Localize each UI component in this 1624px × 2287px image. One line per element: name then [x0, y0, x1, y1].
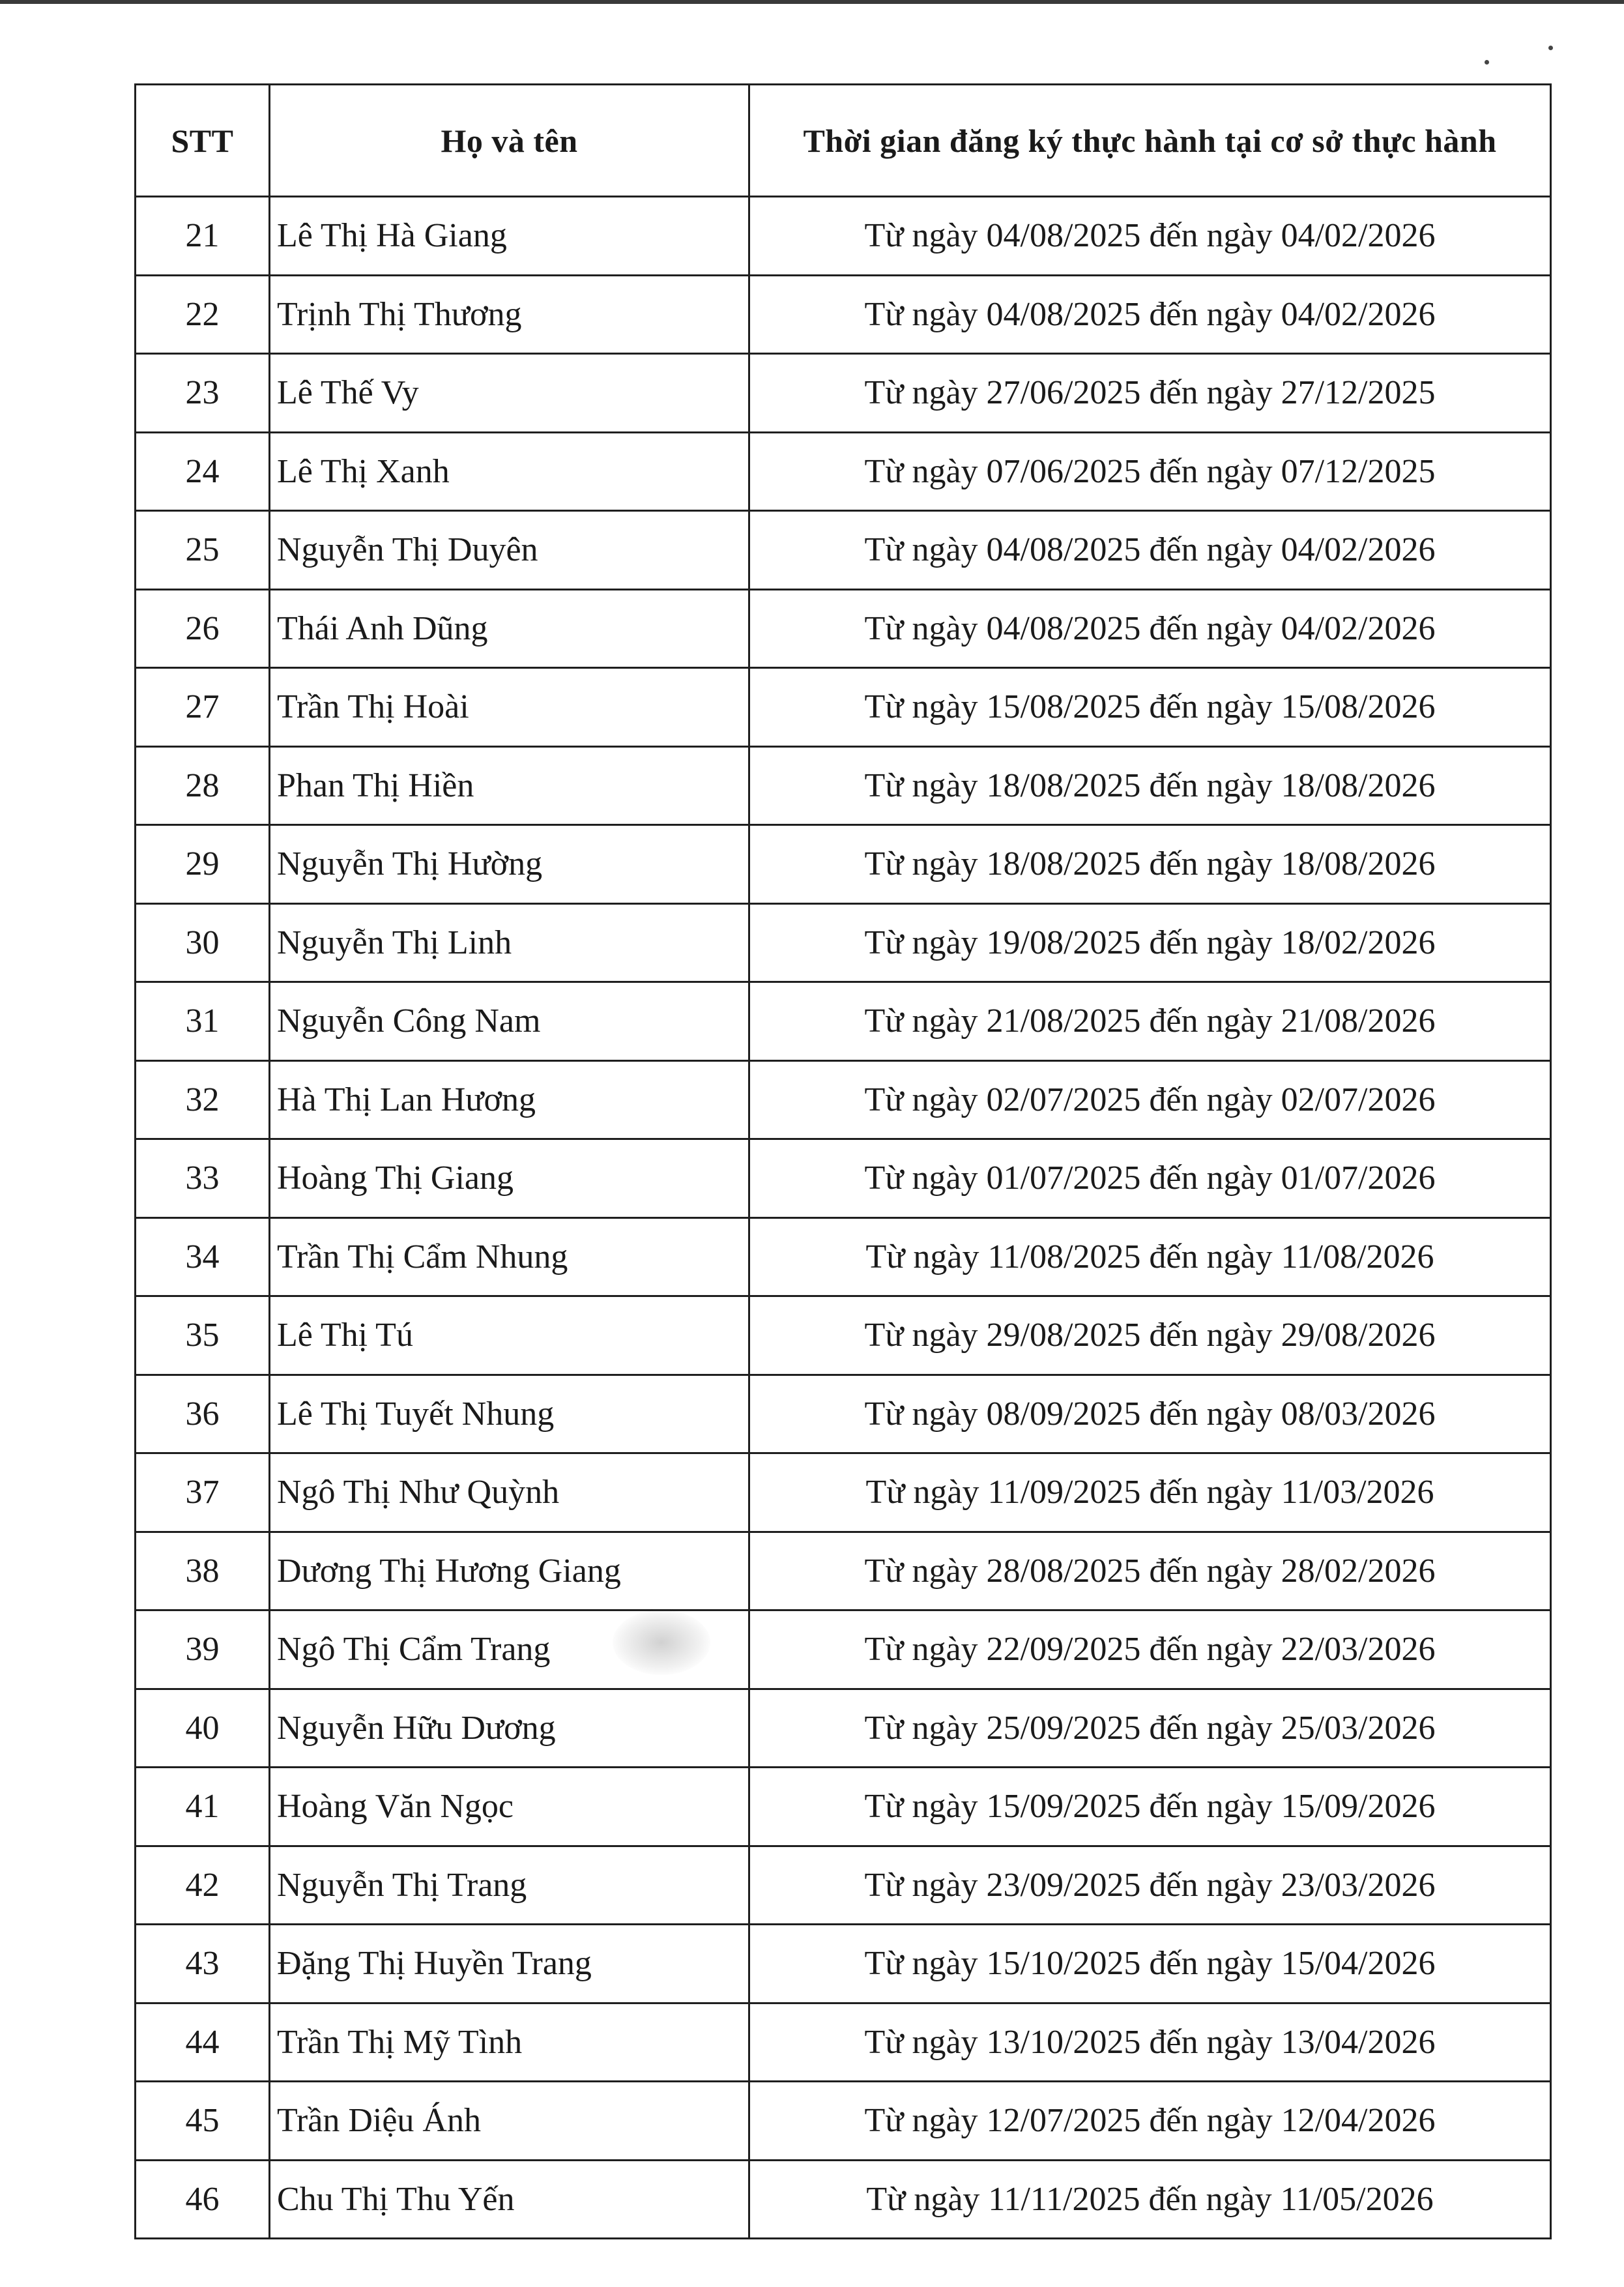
- table-row: [136, 2003, 1551, 2082]
- scan-speck: [1548, 46, 1553, 50]
- table-row: [136, 746, 1551, 825]
- table-row: [136, 1060, 1551, 1139]
- table-row: [136, 1296, 1551, 1375]
- table-row: [136, 1139, 1551, 1218]
- row-stt: 30: [136, 903, 270, 982]
- row-time: Từ ngày 11/09/2025 đến ngày 11/03/2026: [749, 1453, 1551, 1532]
- table-row: [136, 1217, 1551, 1296]
- row-stt: 40: [136, 1689, 270, 1768]
- row-name: Hoàng Thị Giang: [270, 1139, 749, 1218]
- row-name: Phan Thị Hiền: [270, 746, 749, 825]
- row-name: Lê Thị Tú: [270, 1296, 749, 1375]
- row-stt: 32: [136, 1060, 270, 1139]
- row-stt: 28: [136, 746, 270, 825]
- row-time: Từ ngày 15/08/2025 đến ngày 15/08/2026: [749, 668, 1551, 747]
- row-time: Từ ngày 12/07/2025 đến ngày 12/04/2026: [749, 2082, 1551, 2161]
- table-row: [136, 2082, 1551, 2161]
- row-stt: 41: [136, 1768, 270, 1846]
- table-row: [136, 1846, 1551, 1925]
- row-name: Trịnh Thị Thương: [270, 275, 749, 354]
- row-stt: 44: [136, 2003, 270, 2082]
- practice-registration-table: [134, 83, 1552, 2239]
- row-stt: 46: [136, 2160, 270, 2239]
- table-row: [136, 432, 1551, 511]
- row-name: Nguyễn Thị Duyên: [270, 511, 749, 590]
- table-row: [136, 903, 1551, 982]
- table-row: [136, 825, 1551, 904]
- row-time: Từ ngày 22/09/2025 đến ngày 22/03/2026: [749, 1610, 1551, 1689]
- row-name: Trần Thị Cẩm Nhung: [270, 1217, 749, 1296]
- row-stt: 31: [136, 982, 270, 1061]
- row-stt: 36: [136, 1375, 270, 1453]
- table-row: [136, 354, 1551, 433]
- table-row: [136, 982, 1551, 1061]
- table-row: [136, 1689, 1551, 1768]
- row-time: Từ ngày 04/08/2025 đến ngày 04/02/2026: [749, 275, 1551, 354]
- row-stt: 34: [136, 1217, 270, 1296]
- row-time: Từ ngày 13/10/2025 đến ngày 13/04/2026: [749, 2003, 1551, 2082]
- row-name: Thái Anh Dũng: [270, 589, 749, 668]
- row-time: Từ ngày 25/09/2025 đến ngày 25/03/2026: [749, 1689, 1551, 1768]
- row-time: Từ ngày 11/11/2025 đến ngày 11/05/2026: [749, 2160, 1551, 2239]
- row-time: Từ ngày 04/08/2025 đến ngày 04/02/2026: [749, 197, 1551, 276]
- page-top-edge: [0, 0, 1624, 4]
- row-name: Lê Thị Tuyết Nhung: [270, 1375, 749, 1453]
- table-row: [136, 197, 1551, 276]
- row-name: Nguyễn Hữu Dương: [270, 1689, 749, 1768]
- table-row: [136, 1610, 1551, 1689]
- row-name: Hoàng Văn Ngọc: [270, 1768, 749, 1846]
- row-name: Nguyễn Thị Trang: [270, 1846, 749, 1925]
- row-stt: 25: [136, 511, 270, 590]
- row-time: Từ ngày 18/08/2025 đến ngày 18/08/2026: [749, 746, 1551, 825]
- row-time: Từ ngày 21/08/2025 đến ngày 21/08/2026: [749, 982, 1551, 1061]
- row-name: Trần Diệu Ánh: [270, 2082, 749, 2161]
- table-row: [136, 668, 1551, 747]
- row-time: Từ ngày 15/09/2025 đến ngày 15/09/2026: [749, 1768, 1551, 1846]
- row-time: Từ ngày 28/08/2025 đến ngày 28/02/2026: [749, 1532, 1551, 1610]
- row-stt: 38: [136, 1532, 270, 1610]
- row-name: Nguyễn Thị Hường: [270, 825, 749, 904]
- row-time: Từ ngày 15/10/2025 đến ngày 15/04/2026: [749, 1925, 1551, 2003]
- table-row: [136, 1925, 1551, 2003]
- row-stt: 27: [136, 668, 270, 747]
- row-name: Nguyễn Công Nam: [270, 982, 749, 1061]
- row-time: Từ ngày 04/08/2025 đến ngày 04/02/2026: [749, 589, 1551, 668]
- row-name: Ngô Thị Như Quỳnh: [270, 1453, 749, 1532]
- row-name: Ngô Thị Cẩm Trang: [270, 1610, 749, 1689]
- row-name: Lê Thế Vy: [270, 354, 749, 433]
- row-name: Đặng Thị Huyền Trang: [270, 1925, 749, 2003]
- row-stt: 33: [136, 1139, 270, 1218]
- row-name: Trần Thị Hoài: [270, 668, 749, 747]
- table-row: [136, 1768, 1551, 1846]
- table-row: [136, 1375, 1551, 1453]
- row-stt: 45: [136, 2082, 270, 2161]
- table-row: [136, 2160, 1551, 2239]
- header-name: Họ và tên: [270, 85, 749, 197]
- row-time: Từ ngày 08/09/2025 đến ngày 08/03/2026: [749, 1375, 1551, 1453]
- row-stt: 26: [136, 589, 270, 668]
- row-stt: 22: [136, 275, 270, 354]
- table-body: [136, 197, 1551, 2239]
- table-row: [136, 589, 1551, 668]
- scan-speck: [1485, 60, 1489, 65]
- row-name: Nguyễn Thị Linh: [270, 903, 749, 982]
- row-time: Từ ngày 29/08/2025 đến ngày 29/08/2026: [749, 1296, 1551, 1375]
- row-stt: 42: [136, 1846, 270, 1925]
- row-stt: 21: [136, 197, 270, 276]
- row-stt: 35: [136, 1296, 270, 1375]
- row-name: Lê Thị Xanh: [270, 432, 749, 511]
- table-row: [136, 1532, 1551, 1610]
- table-row: [136, 1453, 1551, 1532]
- row-time: Từ ngày 04/08/2025 đến ngày 04/02/2026: [749, 511, 1551, 590]
- row-time: Từ ngày 23/09/2025 đến ngày 23/03/2026: [749, 1846, 1551, 1925]
- header-stt: STT: [136, 85, 270, 197]
- row-time: Từ ngày 07/06/2025 đến ngày 07/12/2025: [749, 432, 1551, 511]
- row-time: Từ ngày 18/08/2025 đến ngày 18/08/2026: [749, 825, 1551, 904]
- row-stt: 39: [136, 1610, 270, 1689]
- row-stt: 24: [136, 432, 270, 511]
- row-name: Hà Thị Lan Hương: [270, 1060, 749, 1139]
- table-row: [136, 275, 1551, 354]
- row-name: Lê Thị Hà Giang: [270, 197, 749, 276]
- table-row: [136, 511, 1551, 590]
- row-time: Từ ngày 11/08/2025 đến ngày 11/08/2026: [749, 1217, 1551, 1296]
- row-time: Từ ngày 27/06/2025 đến ngày 27/12/2025: [749, 354, 1551, 433]
- row-name: Dương Thị Hương Giang: [270, 1532, 749, 1610]
- row-time: Từ ngày 02/07/2025 đến ngày 02/07/2026: [749, 1060, 1551, 1139]
- row-stt: 29: [136, 825, 270, 904]
- row-time: Từ ngày 19/08/2025 đến ngày 18/02/2026: [749, 903, 1551, 982]
- header-time: Thời gian đăng ký thực hành tại cơ sở thực hành: [749, 85, 1551, 197]
- row-name: Trần Thị Mỹ Tình: [270, 2003, 749, 2082]
- row-time: Từ ngày 01/07/2025 đến ngày 01/07/2026: [749, 1139, 1551, 1218]
- row-name: Chu Thị Thu Yến: [270, 2160, 749, 2239]
- row-stt: 43: [136, 1925, 270, 2003]
- row-stt: 37: [136, 1453, 270, 1532]
- table-header-row: [136, 85, 1551, 197]
- row-stt: 23: [136, 354, 270, 433]
